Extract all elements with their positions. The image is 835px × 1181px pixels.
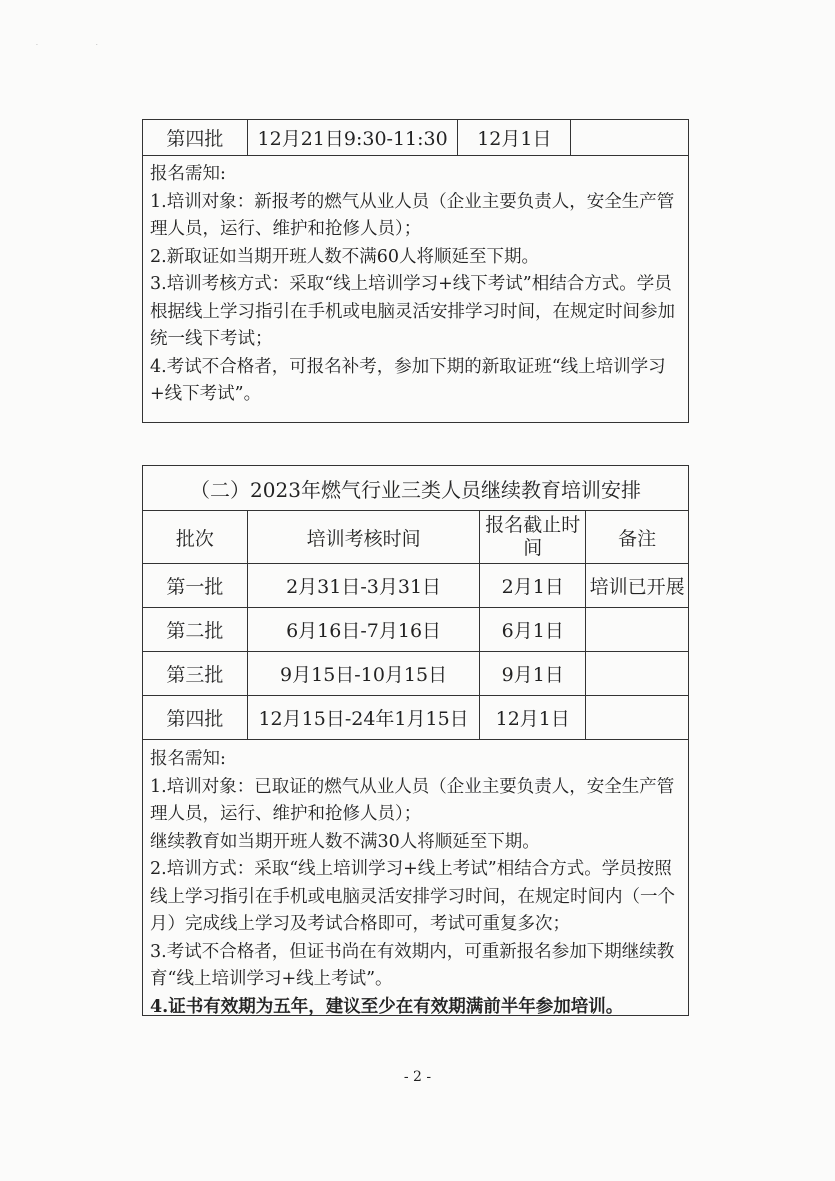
deadline-cell: 2月1日 (480, 564, 586, 608)
page-number: - 2 - (403, 1069, 432, 1085)
registration-notes-2 (142, 740, 689, 1016)
batch-cell: 第四批 (143, 696, 248, 740)
time-cell: 2月31日-3月31日 (247, 564, 480, 608)
remark-cell (571, 120, 689, 156)
time-cell: 12月15日-24年1月15日 (247, 696, 480, 740)
note-item-emphasis: 4.证书有效期为五年，建议至少在有效期满前半年参加培训。 (150, 996, 624, 1017)
note-item: 3.培训考核方式：采取“线上培训学习+线下考试”相结合方式。学员根据线上学习指引在手机或电脑灵活安排学习时间，在规定时间参加统一线下考试； (150, 274, 675, 349)
table-row (143, 120, 689, 156)
time-cell: 6月16日-7月16日 (247, 608, 480, 652)
header-time: 培训考核时间 (247, 511, 480, 564)
batch-cell: 第三批 (143, 652, 248, 696)
header-batch: 批次 (143, 511, 248, 564)
remark-cell (586, 608, 689, 652)
deadline-cell: 12月1日 (480, 696, 586, 740)
scan-specks: . . (36, 40, 126, 47)
table-header-row (143, 511, 689, 564)
schedule-table-2 (142, 465, 689, 740)
deadline-cell: 12月1日 (458, 120, 571, 156)
table-title-row (143, 466, 689, 511)
note-item: 4.考试不合格者，可报名补考，参加下期的新取证班“线上培训学习+线下考试”。 (150, 356, 666, 404)
deadline-cell: 6月1日 (480, 608, 586, 652)
remark-cell (586, 652, 689, 696)
note-item: 1.培训对象：新报考的燃气从业人员（企业主要负责人，安全生产管理人员，运行、维护和抢修人员）； (150, 191, 675, 239)
note-item: 继续教育如当期开班人数不满30人将顺延至下期。 (150, 831, 540, 852)
table-row (143, 564, 689, 608)
batch-cell: 第二批 (143, 608, 248, 652)
note-item: 1.培训对象：已取证的燃气从业人员（企业主要负责人，安全生产管理人员，运行、维护和抢修人员）； (150, 776, 675, 824)
remark-cell (586, 696, 689, 740)
remark-cell: 培训已开展 (586, 564, 689, 608)
note-item: 2.培训方式：采取“线上培训学习+线上考试”相结合方式。学员按照线上学习指引在手机或电脑灵活安排学习时间，在规定时间内（一个月）完成线上学习及考试合格即可，考试可重复多次； (150, 859, 675, 934)
table-row (143, 696, 689, 740)
deadline-cell: 9月1日 (480, 652, 586, 696)
registration-notes-1 (142, 155, 689, 423)
note-item: 3.考试不合格者，但证书尚在有效期内，可重新报名参加下期继续教育“线上培训学习+线上考试”。 (150, 941, 675, 989)
table-row (143, 652, 689, 696)
batch-cell: 第四批 (143, 120, 248, 156)
time-cell: 12月21日9:30-11:30 (247, 120, 458, 156)
header-remark: 备注 (586, 511, 689, 564)
table-title: （二）2023年燃气行业三类人员继续教育培训安排 (143, 466, 689, 511)
notes-heading: 报名需知: (150, 749, 226, 769)
note-item: 2.新取证如当期开班人数不满60人将顺延至下期。 (150, 246, 539, 267)
notes-heading: 报名需知: (150, 164, 226, 184)
schedule-table-1 (142, 119, 689, 156)
table-row (143, 608, 689, 652)
batch-cell: 第一批 (143, 564, 248, 608)
header-deadline: 报名截止时间 (480, 511, 586, 564)
time-cell: 9月15日-10月15日 (247, 652, 480, 696)
